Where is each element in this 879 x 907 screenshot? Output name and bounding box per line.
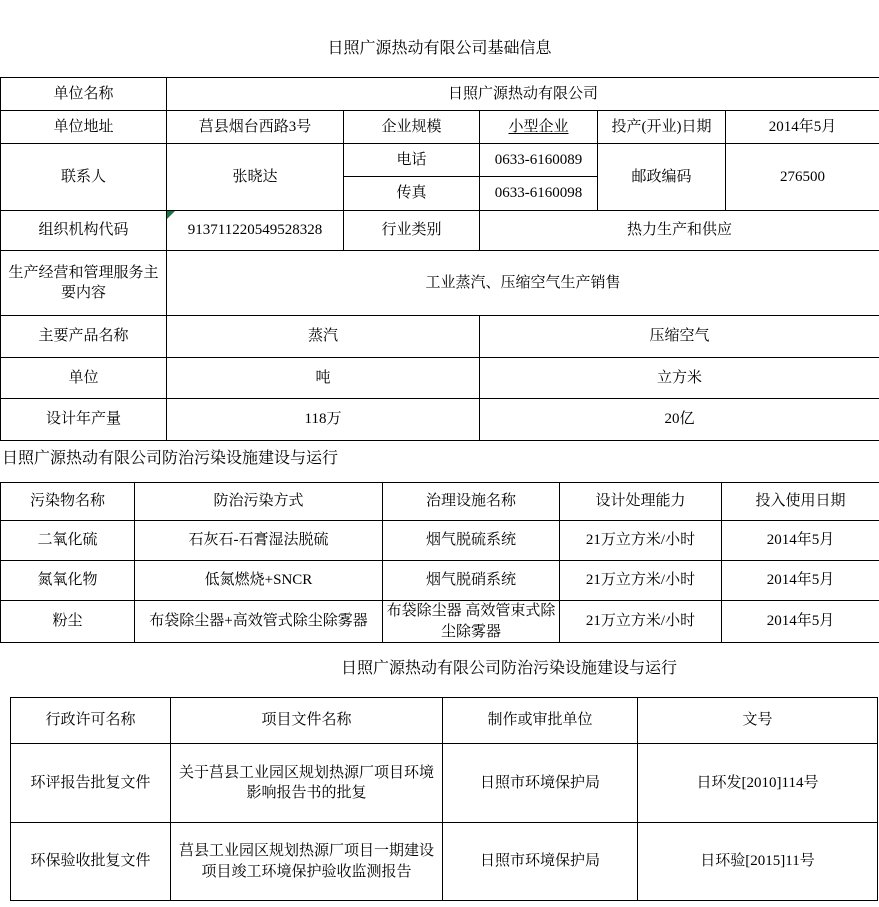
pollution-facilities-table bbox=[0, 482, 879, 643]
design-capacity: 21万立方米/小时 bbox=[560, 521, 722, 561]
table-row bbox=[1, 601, 879, 643]
scale-underlined-text: 小型企业 bbox=[508, 118, 569, 135]
business-scope-label: 生产经营和管理服务主要内容 bbox=[1, 251, 167, 316]
column-header: 项目文件名称 bbox=[171, 698, 443, 744]
treatment-method: 布袋除尘器+高效管式除尘除雾器 bbox=[135, 601, 383, 643]
permits-section-title: 日照广源热动有限公司防治污染设施建设与运行 bbox=[341, 660, 678, 677]
table-row bbox=[1, 399, 879, 441]
treatment-method: 低氮燃烧+SNCR bbox=[135, 561, 383, 601]
postal-label: 邮政编码 bbox=[598, 144, 726, 211]
table-row bbox=[1, 78, 879, 111]
table-header-row bbox=[11, 698, 878, 744]
postal-value: 276500 bbox=[726, 144, 879, 211]
pollutant-name: 二氧化硫 bbox=[1, 521, 135, 561]
start-use-date: 2014年5月 bbox=[722, 561, 879, 601]
product-air-value: 压缩空气 bbox=[480, 316, 879, 358]
business-scope-value: 工业蒸汽、压缩空气生产销售 bbox=[167, 251, 879, 316]
table-row bbox=[1, 251, 879, 316]
facility-name: 烟气脱硝系统 bbox=[383, 561, 560, 601]
document-number: 日环验[2015]11号 bbox=[638, 823, 878, 901]
pollutant-name: 粉尘 bbox=[1, 601, 135, 643]
table-row bbox=[11, 823, 878, 901]
industry-value: 热力生产和供应 bbox=[480, 211, 879, 251]
column-header: 防治污染方式 bbox=[135, 483, 383, 521]
project-document-name: 关于莒县工业园区规划热源厂项目环境影响报告书的批复 bbox=[171, 744, 443, 823]
table-row bbox=[1, 521, 879, 561]
product-steam-value: 蒸汽 bbox=[167, 316, 480, 358]
unit-name-value: 日照广源热动有限公司 bbox=[167, 78, 879, 111]
scale-label: 企业规模 bbox=[344, 111, 480, 144]
contact-value: 张晓达 bbox=[167, 144, 344, 211]
column-header: 制作或审批单位 bbox=[443, 698, 638, 744]
permits-table bbox=[10, 697, 878, 901]
document-number: 日环发[2010]114号 bbox=[638, 744, 878, 823]
basic-info-table bbox=[0, 77, 879, 441]
unit-name-label: 单位名称 bbox=[1, 78, 167, 111]
column-header: 设计处理能力 bbox=[560, 483, 722, 521]
start-use-date: 2014年5月 bbox=[722, 601, 879, 643]
cell-flag-triangle-icon bbox=[167, 211, 175, 219]
pollutant-name: 氮氧化物 bbox=[1, 561, 135, 601]
contact-label: 联系人 bbox=[1, 144, 167, 211]
permit-name: 环评报告批复文件 bbox=[11, 744, 171, 823]
treatment-method: 石灰石-石膏湿法脱硫 bbox=[135, 521, 383, 561]
facility-name: 烟气脱硫系统 bbox=[383, 521, 560, 561]
scale-value bbox=[480, 111, 598, 144]
commission-date-value: 2014年5月 bbox=[726, 111, 879, 144]
address-value: 莒县烟台西路3号 bbox=[167, 111, 344, 144]
commission-date-label: 投产(开业)日期 bbox=[598, 111, 726, 144]
table-row bbox=[1, 211, 879, 251]
design-capacity: 21万立方米/小时 bbox=[560, 561, 722, 601]
facility-name: 布袋除尘器 高效管束式除尘除雾器 bbox=[383, 601, 560, 643]
table-header-row bbox=[1, 483, 879, 521]
unit-air-value: 立方米 bbox=[480, 358, 879, 399]
table-row bbox=[1, 358, 879, 399]
approval-authority: 日照市环境保护局 bbox=[443, 744, 638, 823]
permit-name: 环保验收批复文件 bbox=[11, 823, 171, 901]
project-document-name: 莒县工业园区规划热源厂项目一期建设项目竣工环境保护验收监测报告 bbox=[171, 823, 443, 901]
capacity-label: 设计年产量 bbox=[1, 399, 167, 441]
address-label: 单位地址 bbox=[1, 111, 167, 144]
approval-authority: 日照市环境保护局 bbox=[443, 823, 638, 901]
capacity-air-value: 20亿 bbox=[480, 399, 879, 441]
table-row bbox=[11, 744, 878, 823]
column-header: 行政许可名称 bbox=[11, 698, 171, 744]
start-use-date: 2014年5月 bbox=[722, 521, 879, 561]
org-code-label: 组织机构代码 bbox=[1, 211, 167, 251]
table-row bbox=[1, 144, 879, 177]
fax-value: 0633-6160098 bbox=[480, 177, 598, 211]
column-header: 文号 bbox=[638, 698, 878, 744]
phone-value: 0633-6160089 bbox=[480, 144, 598, 177]
table-row bbox=[1, 316, 879, 358]
table-row bbox=[1, 111, 879, 144]
unit-steam-value: 吨 bbox=[167, 358, 480, 399]
unit-label: 单位 bbox=[1, 358, 167, 399]
column-header: 治理设施名称 bbox=[383, 483, 560, 521]
table-row bbox=[1, 561, 879, 601]
phone-label: 电话 bbox=[344, 144, 480, 177]
pollution-section-title: 日照广源热动有限公司防治污染设施建设与运行 bbox=[2, 450, 339, 467]
capacity-steam-value: 118万 bbox=[167, 399, 480, 441]
org-code-value: 913711220549528328 bbox=[187, 222, 323, 239]
industry-label: 行业类别 bbox=[344, 211, 480, 251]
column-header: 投入使用日期 bbox=[722, 483, 879, 521]
fax-label: 传真 bbox=[344, 177, 480, 211]
column-header: 污染物名称 bbox=[1, 483, 135, 521]
design-capacity: 21万立方米/小时 bbox=[560, 601, 722, 643]
basic-info-title: 日照广源热动有限公司基础信息 bbox=[327, 40, 552, 57]
org-code-cell bbox=[167, 211, 344, 251]
product-label: 主要产品名称 bbox=[1, 316, 167, 358]
